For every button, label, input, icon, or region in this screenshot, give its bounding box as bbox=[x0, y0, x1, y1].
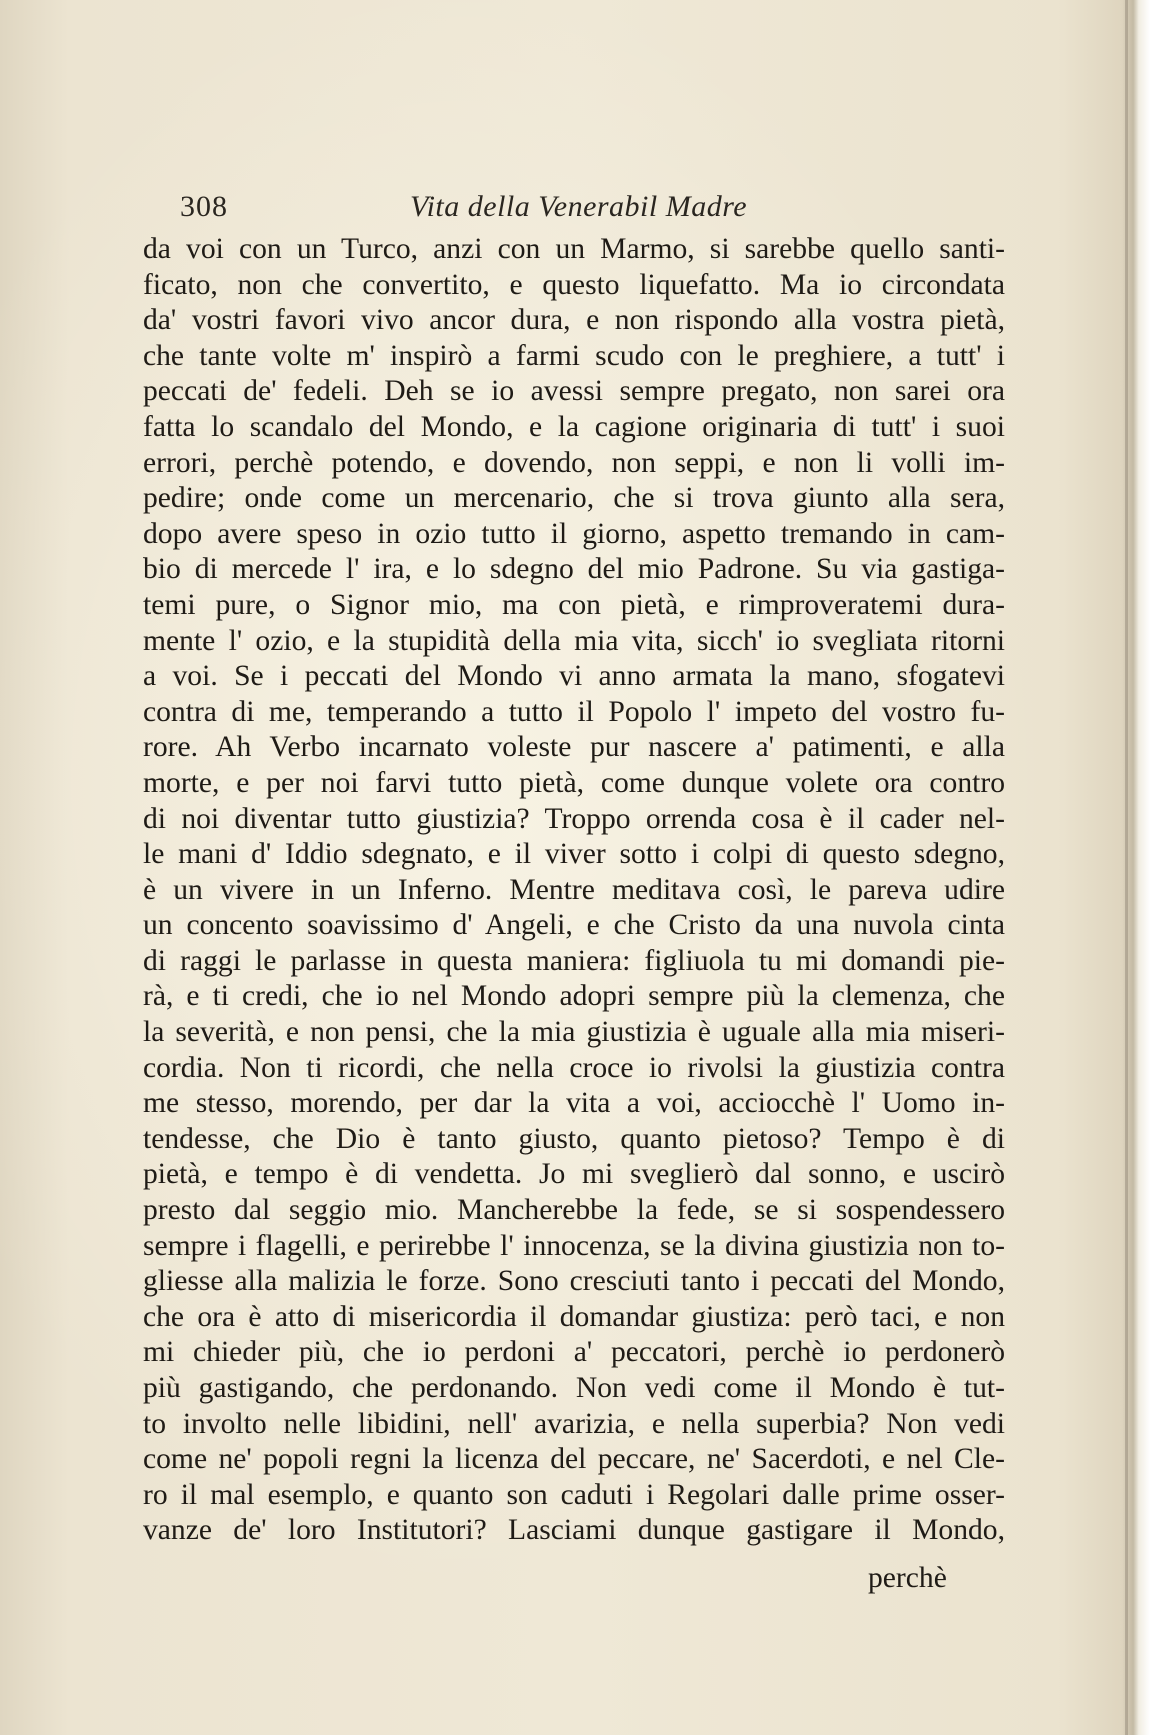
text-line: vanze de' loro Institutori? Lasciami dunque gastigare il Mondo, bbox=[143, 1514, 1005, 1547]
text-line: gliesse alla malizia le forze. Sono cresciuti tanto i peccati del Mondo, bbox=[143, 1265, 1005, 1298]
running-title: Vita della Venerabil Madre bbox=[410, 190, 748, 223]
text-line: da voi con un Turco, anzi con un Marmo, si sarebbe quello santi- bbox=[143, 233, 1005, 265]
text-line: contra di me, temperando a tutto il Popolo l' impeto del vostro fu- bbox=[143, 695, 1005, 728]
text-line: le mani d' Iddio sdegnato, e il viver sotto i colpi di questo sdegno, bbox=[143, 838, 1005, 871]
page-number: 308 bbox=[180, 190, 228, 223]
text-line: un concento soavissimo d' Angeli, e che Cristo da una nuvola cinta bbox=[143, 909, 1005, 942]
text-line: sempre i flagelli, e perirebbe l' innocenza, se la divina giustizia non to- bbox=[143, 1229, 1005, 1262]
text-line: la severità, e non pensi, che la mia giustizia è uguale alla mia miseri- bbox=[143, 1016, 1005, 1049]
text-line: come ne' popoli regni la licenza del peccare, ne' Sacerdoti, e nel Cle- bbox=[143, 1443, 1005, 1476]
page-header bbox=[180, 190, 980, 230]
text-line: è un vivere in un Inferno. Mentre meditava così, le pareva udire bbox=[143, 873, 1005, 906]
text-line: a voi. Se i peccati del Mondo vi anno armata la mano, sfogatevi bbox=[143, 660, 1005, 693]
text-line: rà, e ti credi, che io nel Mondo adopri sempre più la clemenza, che bbox=[143, 980, 1005, 1013]
catchword: perchè bbox=[868, 1562, 947, 1594]
text-line: pedire; onde come un mercenario, che si trova giunto alla sera, bbox=[143, 482, 1005, 515]
text-line: tendesse, che Dio è tanto giusto, quanto pietoso? Tempo è di bbox=[143, 1122, 1005, 1155]
text-line: rore. Ah Verbo incarnato voleste pur nascere a' patimenti, e alla bbox=[143, 731, 1005, 764]
text-line: di raggi le parlasse in questa maniera: figliuola tu mi domandi pie- bbox=[143, 944, 1005, 977]
text-line: ficato, non che convertito, e questo liquefatto. Ma io circondata bbox=[143, 268, 1005, 301]
text-line: morte, e per noi farvi tutto pietà, come dunque volete ora contro bbox=[143, 766, 1005, 799]
text-line: cordia. Non ti ricordi, che nella croce io rivolsi la giustizia contra bbox=[143, 1051, 1005, 1084]
page-fold-shadow bbox=[1125, 0, 1128, 1735]
body-text bbox=[143, 232, 1005, 1549]
text-line: to involto nelle libidini, nell' avarizia, e nella superbia? Non vedi bbox=[143, 1407, 1005, 1440]
text-line: mente l' ozio, e la stupidità della mia vita, sicch' io svegliata ritorni bbox=[143, 624, 1005, 657]
text-line: fatta lo scandalo del Mondo, e la cagione originaria di tutt' i suoi bbox=[143, 410, 1005, 443]
text-line: presto dal seggio mio. Mancherebbe la fede, se si sospendessero bbox=[143, 1194, 1005, 1227]
text-line: mi chieder più, che io perdoni a' peccatori, perchè io perdonerò bbox=[143, 1336, 1005, 1369]
text-line: ro il mal esemplo, e quanto son caduti i Regolari dalle prime osser- bbox=[143, 1478, 1005, 1511]
text-line: che ora è atto di misericordia il domandar giustiza: però taci, e non bbox=[143, 1300, 1005, 1333]
text-line: più gastigando, che perdonando. Non vedi come il Mondo è tut- bbox=[143, 1372, 1005, 1404]
text-line: dopo avere speso in ozio tutto il giorno, aspetto tremando in cam- bbox=[143, 517, 1005, 550]
text-line: pietà, e tempo è di vendetta. Jo mi sveglierò dal sonno, e uscirò bbox=[143, 1158, 1005, 1191]
text-line: me stesso, morendo, per dar la vita a voi, acciocchè l' Uomo in- bbox=[143, 1087, 1005, 1120]
text-line: da' vostri favori vivo ancor dura, e non rispondo alla vostra pietà, bbox=[143, 304, 1005, 337]
text-line: peccati de' fedeli. Deh se io avessi sempre pregato, non sarei ora bbox=[143, 375, 1005, 408]
text-line: di noi diventar tutto giustizia? Troppo orrenda cosa è il cader nel- bbox=[143, 802, 1005, 835]
text-line: bio di mercede l' ira, e lo sdegno del mio Padrone. Su via gastiga- bbox=[143, 553, 1005, 586]
text-line: errori, perchè potendo, e dovendo, non seppi, e non li volli im- bbox=[143, 446, 1005, 479]
text-line: temi pure, o Signor mio, ma con pietà, e rimproveratemi dura- bbox=[143, 588, 1005, 621]
text-line: che tante volte m' inspirò a farmi scudo con le preghiere, a tutt' i bbox=[143, 339, 1005, 372]
